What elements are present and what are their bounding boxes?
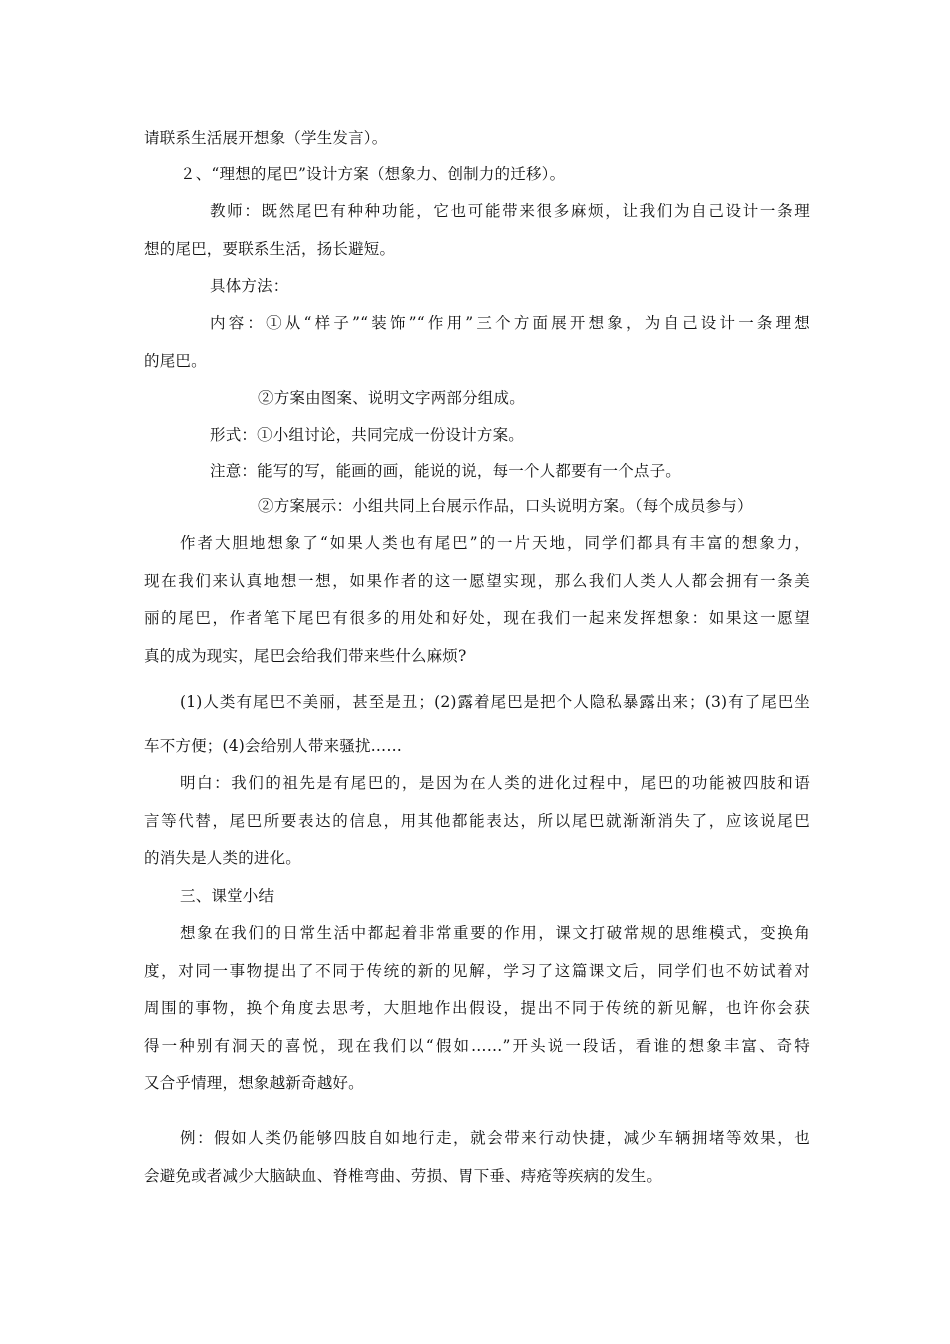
text-line: 请联系生活展开想象（学生发言）。 [144,129,388,147]
text-line: 车不方便；(4)会给别人带来骚扰…… [144,737,403,755]
text-line: 明白：我们的祖先是有尾巴的，是因为在人类的进化过程中，尾巴的功能被四肢和语 [180,774,810,792]
text-line: 度，对同一事物提出了不同于传统的新的见解，学习了这篇课文后，同学们也不妨试着对 [144,962,810,980]
text-line: 教师：既然尾巴有种种功能，它也可能带来很多麻烦，让我们为自己设计一条理 [210,202,810,220]
text-line: 注意：能写的写，能画的画，能说的说，每一个人都要有一个点子。 [210,462,682,480]
text-line: 现在我们来认真地想一想，如果作者的这一愿望实现，那么我们人类人人都会拥有一条美 [144,572,810,590]
text-line: 的尾巴。 [144,352,207,370]
text-line: 丽的尾巴，作者笔下尾巴有很多的用处和好处，现在我们一起来发挥想象：如果这一愿望 [144,609,810,627]
text-line: 言等代替，尾巴所要表达的信息，用其他都能表达，所以尾巴就渐渐消失了，应该说尾巴 [144,812,810,830]
section-heading: 三、课堂小结 [180,887,275,905]
text-line: 得一种别有洞天的喜悦，现在我们以“假如……”开头说一段话，看谁的想象丰富、奇特 [144,1037,810,1055]
text-line: 真的成为现实，尾巴会给我们带来些什么麻烦? [144,647,467,665]
text-line: 作者大胆地想象了“如果人类也有尾巴”的一片天地，同学们都具有丰富的想象力， [180,534,810,552]
text-line: 形式：①小组讨论，共同完成一份设计方案。 [210,426,525,444]
text-line: 周围的事物，换个角度去思考，大胆地作出假设，提出不同于传统的新见解，也许你会获 [144,999,810,1017]
text-line: 想的尾巴，要联系生活，扬长避短。 [144,240,396,258]
text-line: 内容：①从“样子”“装饰”“作用”三个方面展开想象，为自己设计一条理想 [210,314,810,332]
text-line: (1)人类有尾巴不美丽，甚至是丑；(2)露着尾巴是把个人隐私暴露出来；(3)有了尾巴坐 [180,693,810,711]
text-line: 具体方法： [210,277,289,295]
text-line: 想象在我们的日常生活中都起着非常重要的作用，课文打破常规的思维模式，变换角 [180,924,810,942]
text-line: 的消失是人类的进化。 [144,849,302,867]
text-line: 会避免或者减少大脑缺血、脊椎弯曲、劳损、胃下垂、痔疮等疾病的发生。 [144,1167,663,1185]
text-line: ②方案展示：小组共同上台展示作品，口头说明方案。（每个成员参与） [258,497,753,515]
text-line: 又合乎情理，想象越新奇越好。 [144,1074,364,1092]
text-line: ２、“理想的尾巴”设计方案（想象力、创制力的迁移）。 [180,165,566,183]
text-line: ②方案由图案、说明文字两部分组成。 [258,389,525,407]
text-line: 例：假如人类仍能够四肢自如地行走，就会带来行动快捷，减少车辆拥堵等效果，也 [180,1129,810,1147]
